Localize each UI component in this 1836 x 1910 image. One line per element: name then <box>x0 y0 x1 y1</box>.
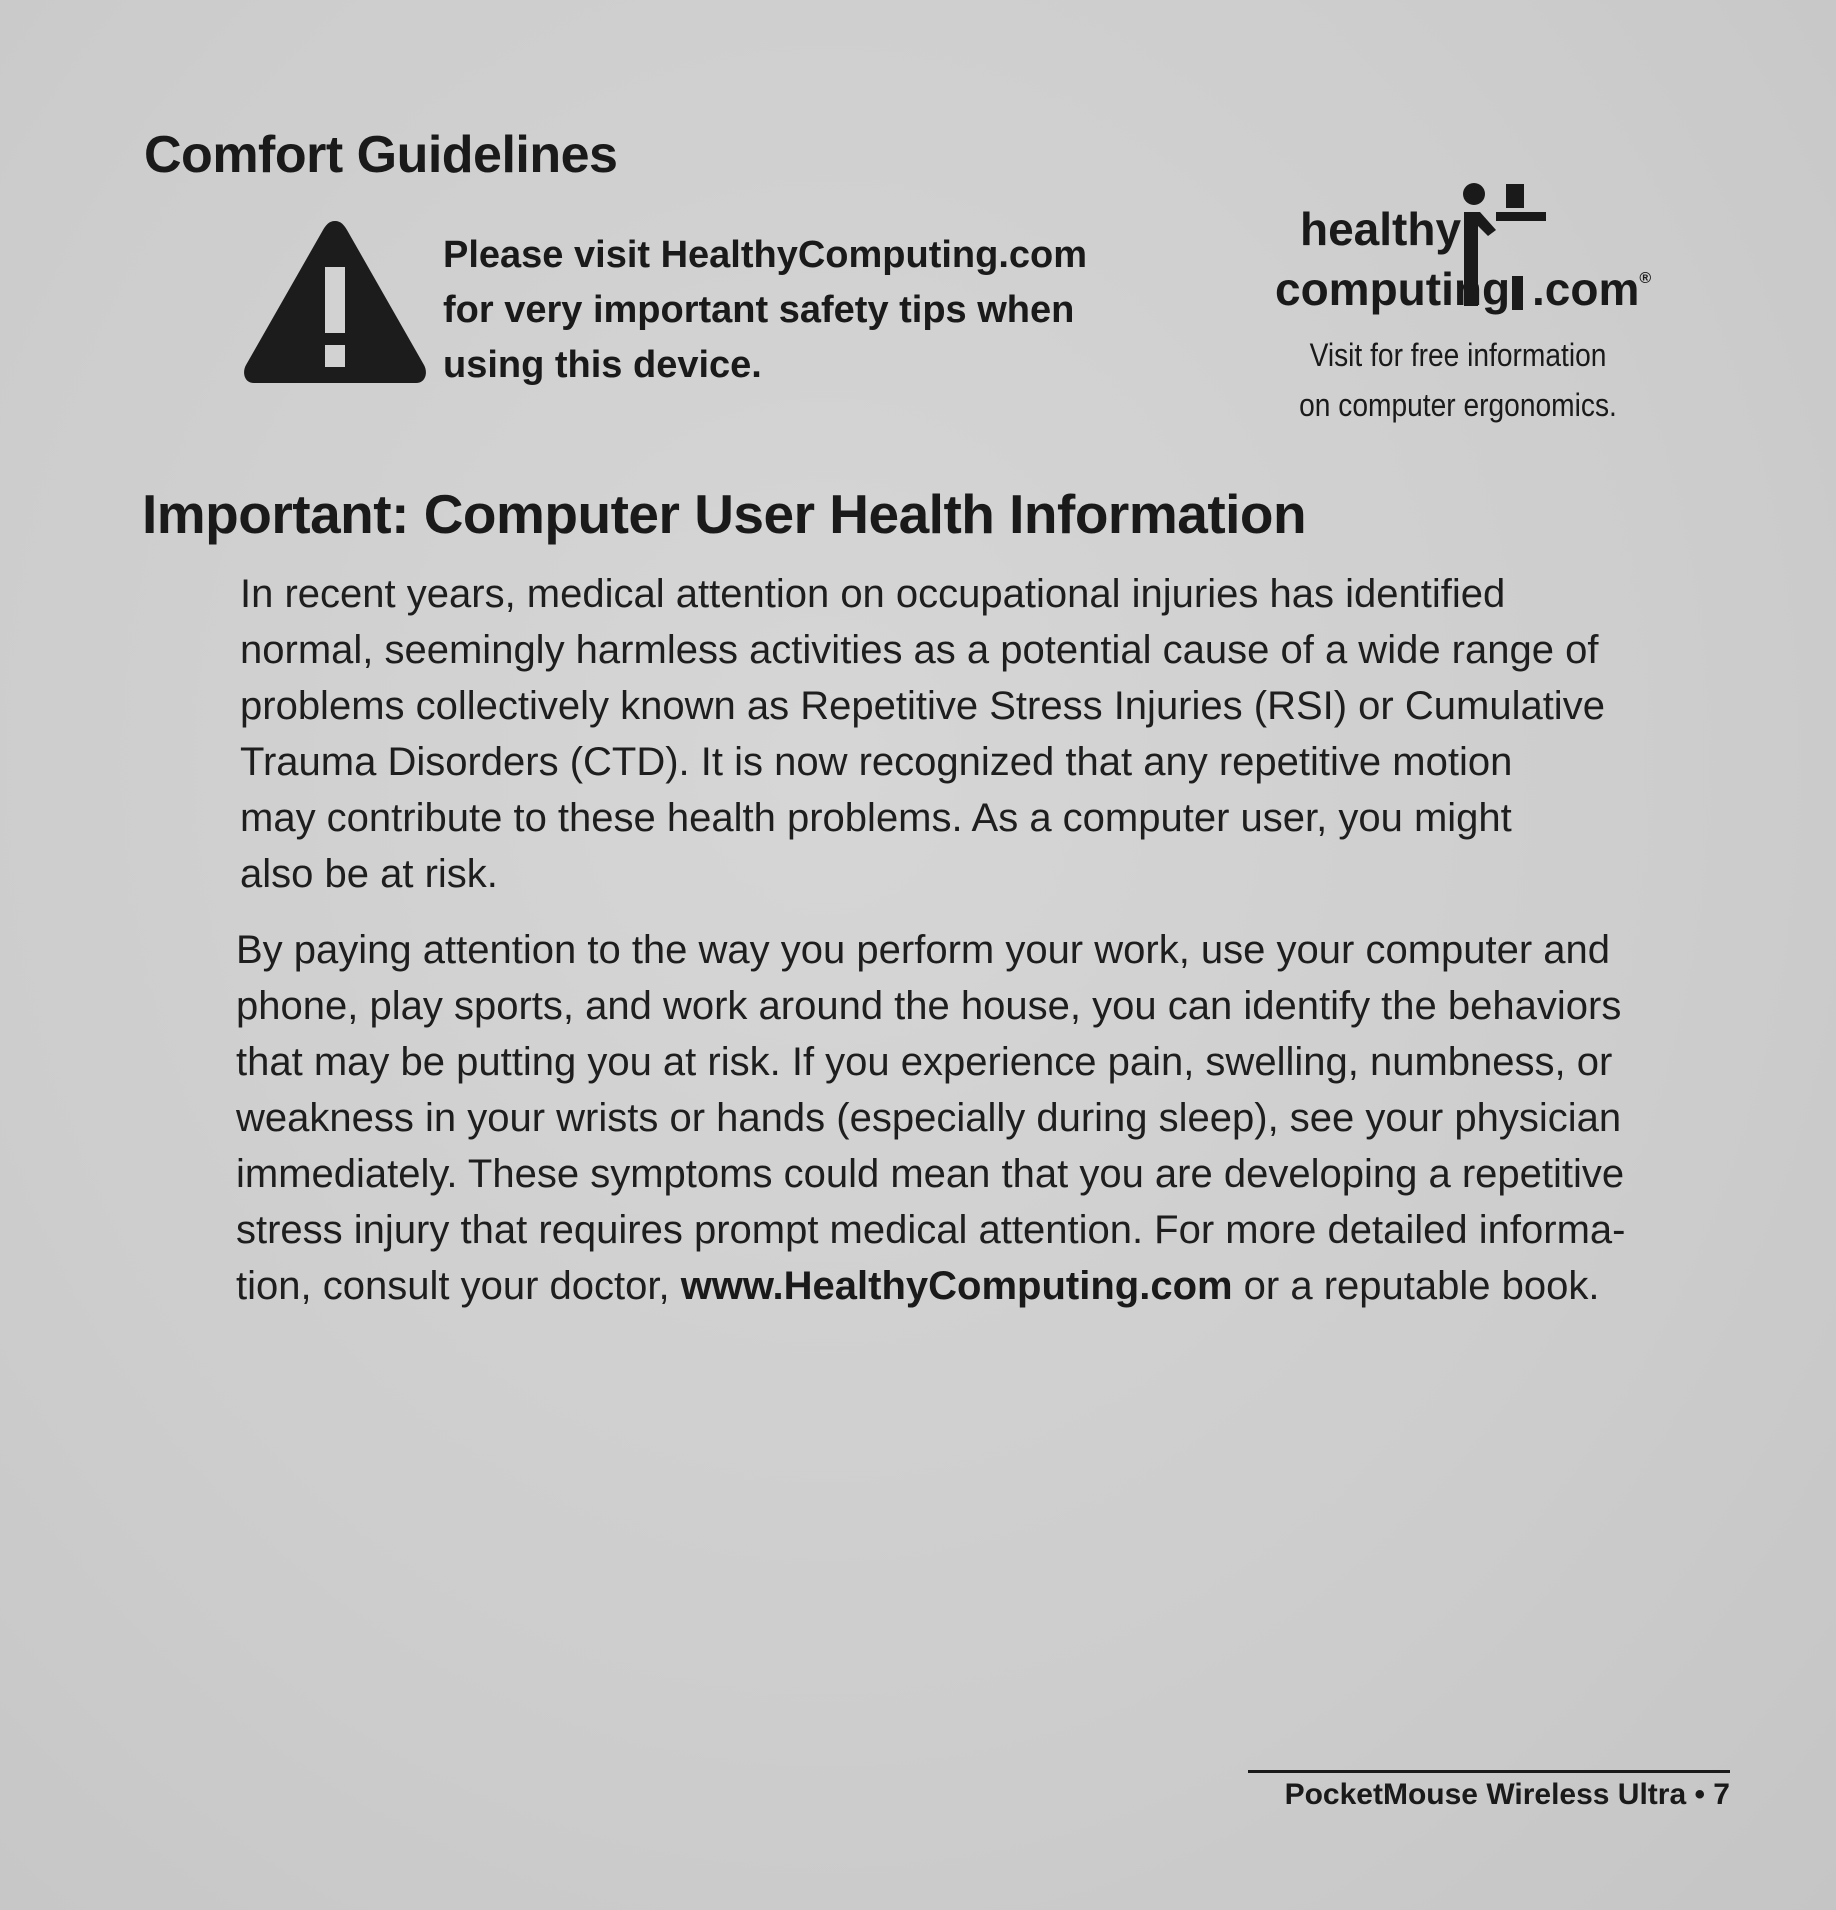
paragraph-line: stress injury that requires prompt medical attention. For more detailed informa- <box>236 1208 1626 1252</box>
logo-dotcom <box>1532 262 1651 316</box>
page-footer: PocketMouse Wireless Ultra • 7 <box>1284 1778 1730 1811</box>
rsi-intro-paragraph <box>240 566 1605 902</box>
paragraph-line <box>236 1258 1625 1314</box>
healthy-computing-logo <box>1270 180 1690 430</box>
logo-caption-line: on computer ergonomics. <box>1299 387 1617 423</box>
registered-mark: ® <box>1639 270 1652 287</box>
safety-tip-line: using this device. <box>443 344 762 386</box>
comfort-guidelines-heading: Comfort Guidelines <box>144 126 618 184</box>
safety-tip-line: for very important safety tips when <box>443 289 1075 331</box>
line-text: or a reputable book. <box>1232 1264 1600 1308</box>
line-text: tion, consult your doctor, <box>236 1264 681 1308</box>
logo-caption <box>1282 330 1634 430</box>
logo-word-computing: computing <box>1275 263 1511 315</box>
paragraph-line: weakness in your wrists or hands (especially during sleep), see your physician <box>236 1096 1622 1140</box>
warning-icon <box>240 215 430 390</box>
paragraph-line: normal, seemingly harmless activities as a potential cause of a wide range of <box>240 628 1599 672</box>
paragraph-line: In recent years, medical attention on occupational injuries has identified <box>240 572 1506 616</box>
logo-suffix: .com <box>1532 263 1640 315</box>
logo-caption-line: Visit for free information <box>1309 337 1607 373</box>
safety-tip-text <box>443 228 1103 393</box>
healthycomputing-url: www.HealthyComputing.com <box>680 1264 1233 1308</box>
paragraph-line: also be at risk. <box>240 852 498 896</box>
footer-rule <box>1248 1770 1730 1773</box>
paragraph-line: problems collectively known as Repetitive Stress Injuries (RSI) or Cumulative <box>240 684 1605 728</box>
paragraph-line: By paying attention to the way you perform your work, use your computer and <box>236 928 1611 972</box>
paragraph-line: immediately. These symptoms could mean that you are developing a repetitive <box>236 1152 1625 1196</box>
paragraph-line: phone, play sports, and work around the house, you can identify the behaviors <box>236 984 1622 1028</box>
health-information-heading: Important: Computer User Health Information <box>142 483 1307 545</box>
paragraph-line: may contribute to these health problems. As a computer user, you might <box>240 796 1512 840</box>
paragraph-line: that may be putting you at risk. If you experience pain, swelling, numbness, or <box>236 1040 1613 1084</box>
risk-behaviors-paragraph <box>236 922 1625 1314</box>
paragraph-line: Trauma Disorders (CTD). It is now recognized that any repetitive motion <box>240 740 1513 784</box>
logo-word-healthy: healthy <box>1300 203 1462 255</box>
safety-tip-line: Please visit HealthyComputing.com <box>443 234 1088 276</box>
